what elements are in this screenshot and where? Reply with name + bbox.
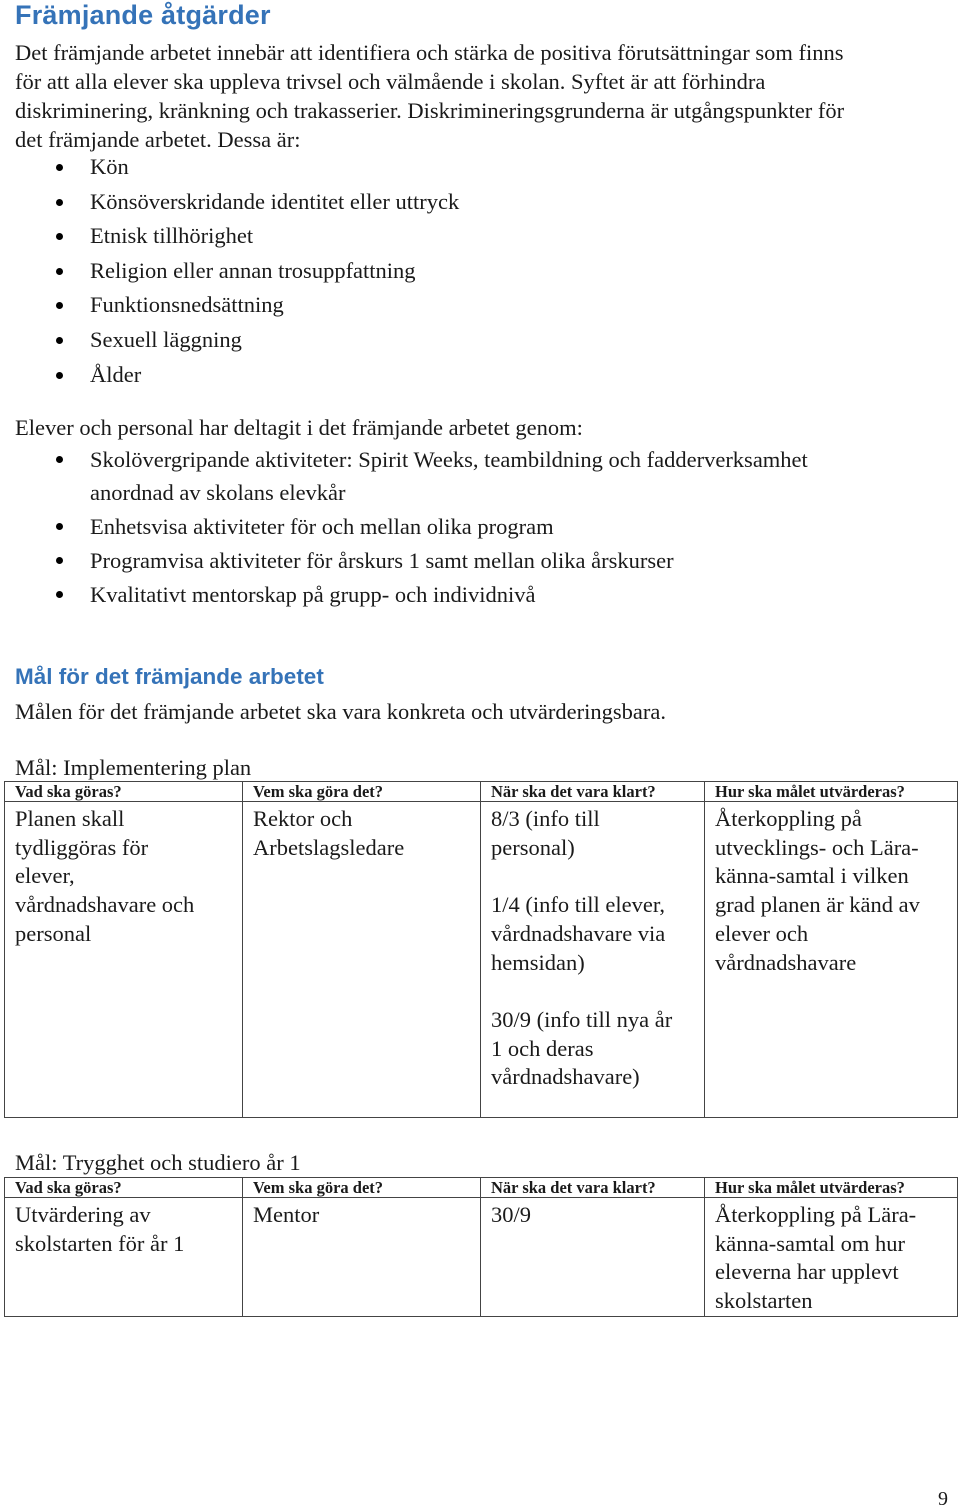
cell-line: Planen skall <box>15 806 125 831</box>
cell-spacer <box>491 977 694 1006</box>
intro-line: för att alla elever ska uppleva trivsel och välmående i skolan. Syftet är att förhindra <box>15 69 766 94</box>
bullet-icon <box>56 233 63 240</box>
list-item-text: Sexuell läggning <box>90 326 242 352</box>
list-item-text: Ålder <box>90 361 142 387</box>
intro-line: diskriminering, kränkning och trakasserier. Diskrimineringsgrunderna är utgångspunkter för <box>15 98 845 123</box>
discrimination-grounds-list <box>15 151 915 393</box>
cell-line: känna-samtal om hur <box>715 1230 905 1256</box>
page-number: 9 <box>938 1488 948 1510</box>
bullet-icon <box>56 372 63 379</box>
bullet-icon <box>56 523 63 530</box>
list-item <box>15 289 915 324</box>
column-header: När ska det vara klart? <box>481 1178 705 1198</box>
cell-line: 1/4 (info till elever, <box>491 892 666 918</box>
cell-line: Återkoppling på Lära- <box>715 1202 917 1227</box>
list-item <box>15 578 915 611</box>
cell-line: vårdnadshavare via <box>491 920 666 946</box>
cell-line: grad planen är känd av <box>715 892 920 918</box>
intro-line: det främjande arbetet. Dessa är: <box>15 127 301 152</box>
cell-line: 1 och deras <box>491 1035 594 1061</box>
list-item-text: Etnisk tillhörighet <box>90 223 254 249</box>
list-item <box>15 443 915 509</box>
table-cell <box>481 802 705 1118</box>
bullet-icon <box>56 268 63 275</box>
page-heading: Främjande åtgärder <box>15 0 271 30</box>
cell-line: vårdnadshavare och <box>15 892 195 918</box>
list-item <box>15 186 915 221</box>
goal-title: Mål: Implementering plan <box>15 755 252 780</box>
cell-line: vårdnadshavare) <box>491 1064 640 1090</box>
column-header: När ska det vara klart? <box>481 782 705 802</box>
cell-line: vårdnadshavare <box>715 949 857 975</box>
table-cell <box>243 1198 481 1317</box>
list-item <box>15 220 915 255</box>
goal-title: Mål: Trygghet och studiero år 1 <box>15 1150 301 1175</box>
table-cell <box>5 1198 243 1317</box>
cell-line: Mentor <box>253 1202 320 1227</box>
goals-heading: Mål för det främjande arbetet <box>15 664 324 689</box>
bullet-icon <box>56 557 63 564</box>
bullet-icon <box>56 337 63 344</box>
cell-line: känna-samtal i vilken <box>715 863 909 889</box>
list-item <box>15 324 915 359</box>
list-item-text: Kön <box>90 154 129 179</box>
list-item-text: Programvisa aktiviteter för årskurs 1 samt mellan olika årskurser <box>90 548 674 573</box>
cell-line: elever, <box>15 863 75 889</box>
list-item-text: Skolövergripande aktiviteter: Spirit Weeks, teambildning och fadderverksamhet <box>90 447 808 472</box>
list-item <box>15 359 915 394</box>
cell-line: Arbetslagsledare <box>253 834 405 860</box>
list-item-text: Funktionsnedsättning <box>90 292 284 318</box>
cell-spacer <box>491 862 694 891</box>
bullet-icon <box>56 302 63 309</box>
cell-line: skolstarten för år 1 <box>15 1230 185 1256</box>
participation-intro: Elever och personal har deltagit i det främjande arbetet genom: <box>15 415 583 440</box>
activities-list <box>15 443 915 612</box>
column-header: Hur ska målet utvärderas? <box>705 1178 958 1198</box>
cell-line: 8/3 (info till <box>491 806 600 831</box>
intro-line: Det främjande arbetet innebär att identifiera och stärka de positiva förutsättningar som finns <box>15 40 844 65</box>
list-item <box>15 510 915 543</box>
bullet-icon <box>56 199 63 206</box>
table-cell <box>5 802 243 1118</box>
cell-line: Rektor och <box>253 806 353 831</box>
table-cell <box>243 802 481 1118</box>
cell-line: personal) <box>491 834 575 860</box>
cell-line: eleverna har upplevt <box>715 1259 899 1285</box>
cell-line: elever och <box>715 920 809 946</box>
column-header: Vad ska göras? <box>5 782 243 802</box>
table-header-row <box>5 1178 958 1198</box>
column-header: Vad ska göras? <box>5 1178 243 1198</box>
list-item-text: anordnad av skolans elevkår <box>90 480 346 505</box>
cell-line: Utvärdering av <box>15 1202 151 1227</box>
cell-line: personal <box>15 920 92 946</box>
cell-line: skolstarten <box>715 1288 813 1314</box>
goal-table <box>4 1177 958 1317</box>
cell-line: 30/9 <box>491 1202 532 1227</box>
table-header-row <box>5 782 958 802</box>
list-item <box>15 544 915 577</box>
table-cell <box>705 802 958 1118</box>
table-row <box>5 1198 958 1317</box>
bullet-icon <box>56 164 63 171</box>
bullet-icon <box>56 456 63 463</box>
cell-line: utvecklings- och Lära- <box>715 834 919 860</box>
cell-line: Återkoppling på <box>715 806 862 831</box>
cell-line: tydliggöras för <box>15 834 149 860</box>
column-header: Vem ska göra det? <box>243 1178 481 1198</box>
list-item-text: Enhetsvisa aktiviteter för och mellan olika program <box>90 514 554 539</box>
goal-table <box>4 781 958 1118</box>
list-item <box>15 151 915 186</box>
list-item-text: Religion eller annan trosuppfattning <box>90 257 416 283</box>
cell-line: 30/9 (info till nya år <box>491 1006 673 1032</box>
list-item-text: Könsöverskridande identitet eller uttryck <box>90 188 460 214</box>
list-item <box>15 255 915 290</box>
list-item-text: Kvalitativt mentorskap på grupp- och individnivå <box>90 582 536 607</box>
table-cell <box>481 1198 705 1317</box>
table-row <box>5 802 958 1118</box>
cell-line: hemsidan) <box>491 949 585 975</box>
intro-paragraph <box>15 38 945 154</box>
table-cell <box>705 1198 958 1317</box>
goals-intro: Målen för det främjande arbetet ska vara konkreta och utvärderingsbara. <box>15 699 666 724</box>
column-header: Vem ska göra det? <box>243 782 481 802</box>
bullet-icon <box>56 591 63 598</box>
column-header: Hur ska målet utvärderas? <box>705 782 958 802</box>
